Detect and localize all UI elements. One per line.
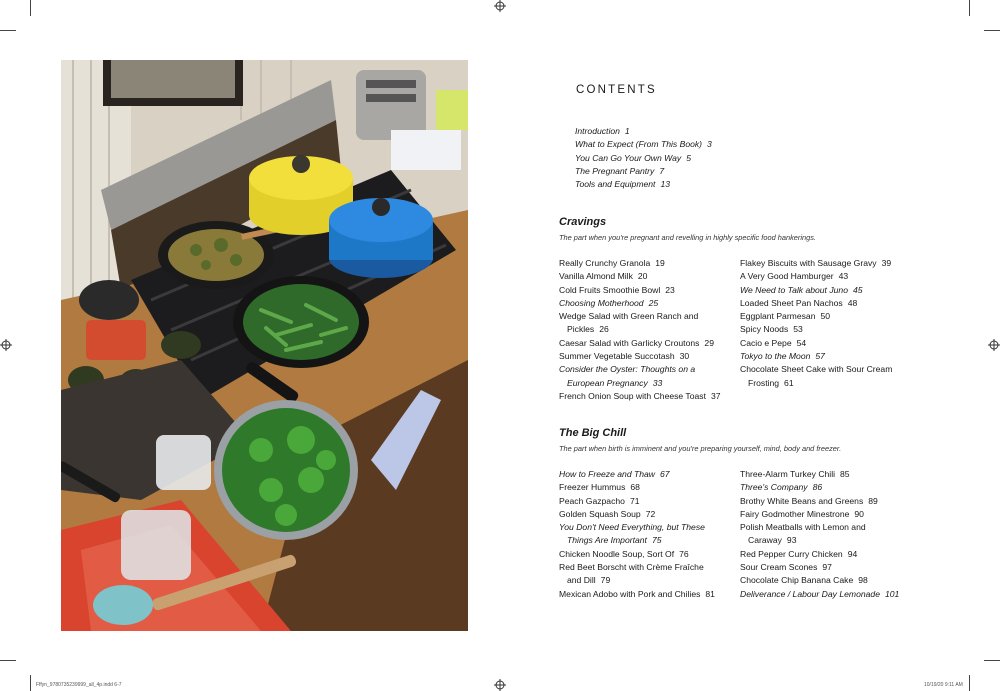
section-title-cravings: Cravings	[559, 216, 607, 228]
toc-entry-title: Brothy White Beans and Greens	[740, 495, 864, 506]
toc-entry-page: 61	[784, 377, 794, 388]
toc-entry-page: 57	[815, 351, 825, 362]
toc-entry-title: Three-Alarm Turkey Chili	[740, 469, 836, 479]
toc-entry-title: Mexican Adobo with Pork and Chilies	[559, 588, 701, 599]
toc-entry-page: 97	[822, 562, 832, 573]
toc-entry-title: We Need to Talk about Juno	[740, 284, 848, 295]
toc-entry-title: Consider the Oyster: Thoughts on a	[559, 364, 696, 375]
crop-mark	[984, 30, 1000, 31]
toc-entry	[740, 270, 892, 283]
toc-entry	[559, 363, 721, 390]
toc-entry	[559, 588, 715, 601]
toc-entry	[740, 561, 899, 574]
toc-entry-page: 81	[705, 588, 715, 599]
toc-entry-page: 7	[659, 165, 665, 176]
toc-entry-title: How to Freeze and Thaw	[559, 469, 656, 479]
toc-entry-title: Introduction	[575, 126, 620, 136]
contents-heading: CONTENTS	[576, 84, 657, 96]
toc-entry-page: 98	[858, 575, 868, 586]
toc-entry	[559, 521, 715, 548]
crop-mark	[969, 0, 970, 16]
toc-entry	[740, 468, 899, 481]
toc-entry-title: Three's Company	[740, 482, 808, 493]
toc-entry-page: 101	[884, 588, 900, 599]
toc-entry-title: Spicy Noods	[740, 324, 789, 335]
toc-entry-title-continued: Pickles 26	[567, 324, 609, 335]
toc-entry	[559, 481, 715, 494]
toc-entry-title: The Pregnant Pantry	[575, 165, 655, 176]
toc-entry-title: Choosing Motherhood	[559, 297, 644, 308]
toc-entry-title: Chocolate Chip Banana Cake	[740, 575, 854, 586]
toc-entry	[740, 257, 892, 270]
toc-entry	[740, 350, 892, 363]
toc-entry-page: 48	[847, 297, 858, 308]
slug-line-right: 10/19/20 9:11 AM	[924, 682, 963, 688]
toc-entry	[559, 310, 721, 337]
toc-entry-title: Cold Fruits Smoothie Bowl	[559, 284, 661, 295]
toc-entry-title: Loaded Sheet Pan Nachos	[740, 297, 843, 308]
crop-mark	[969, 675, 970, 691]
toc-entry-page: 30	[679, 351, 690, 362]
toc-entry-page: 13	[660, 179, 670, 190]
toc-entry-title: Cacio e Pepe	[740, 337, 792, 348]
toc-entry-page: 20	[637, 271, 648, 282]
toc-entry-title: French Onion Soup with Cheese Toast	[559, 390, 706, 401]
toc-entry	[740, 508, 899, 521]
toc-entry-title: What to Expect (From This Book)	[575, 139, 703, 150]
slug-line-left: Fffyn_9780735239999_all_4p.indd 6-7	[36, 682, 122, 688]
toc-entry	[559, 337, 721, 350]
toc-entry-page: 86	[812, 482, 823, 493]
toc-entry-page: 75	[651, 535, 662, 546]
toc-entry	[740, 481, 899, 494]
section-subtitle-big-chill: The part when birth is imminent and you're preparing yourself, mind, body and freezer.	[559, 444, 842, 453]
toc-entry-title: You Don't Need Everything, but These	[559, 522, 705, 533]
toc-entry-page: 53	[793, 324, 803, 335]
toc-entry-title: Polish Meatballs with Lemon and	[740, 522, 866, 533]
toc-entry-title-continued: and Dill 79	[567, 575, 611, 586]
toc-entry	[559, 495, 715, 508]
crop-mark	[30, 0, 31, 16]
toc-entry-title: Golden Squash Soup	[559, 508, 641, 519]
crop-mark	[0, 30, 16, 31]
toc-entry-page: 37	[710, 390, 721, 401]
toc-entry	[740, 495, 899, 508]
toc-entry-page: 39	[881, 258, 892, 268]
toc-entry-title: Tokyo to the Moon	[740, 351, 811, 362]
toc-entry-page: 94	[847, 548, 858, 559]
toc-entry-title: Wedge Salad with Green Ranch and	[559, 311, 699, 322]
crop-mark	[0, 660, 16, 661]
toc-entry-title: Caesar Salad with Garlicky Croutons	[559, 337, 700, 348]
toc-entry	[740, 310, 892, 323]
toc-entry	[740, 297, 892, 310]
toc-entry-title: A Very Good Hamburger	[740, 271, 834, 282]
toc-entry-title: Fairy Godmother Minestrone	[740, 508, 850, 519]
toc-entry-page: 25	[648, 297, 659, 308]
toc-entry	[559, 257, 721, 270]
toc-entry-title: Freezer Hummus	[559, 482, 626, 493]
toc-entry	[559, 390, 721, 403]
toc-entry-title: Summer Vegetable Succotash	[559, 351, 675, 362]
toc-entry	[559, 350, 721, 363]
toc-entry-title: Red Beet Borscht with Crème Fraîche	[559, 562, 704, 573]
toc-entry-page: 45	[852, 284, 863, 295]
section-subtitle-cravings: The part when you're pregnant and revelling in highly specific food hankerings.	[559, 233, 816, 242]
cravings-list-left	[559, 257, 721, 403]
toc-entry-page: 90	[854, 508, 864, 519]
toc-entry-page: 67	[660, 469, 670, 479]
toc-entry-page: 85	[840, 469, 850, 479]
toc-entry-page: 68	[630, 482, 640, 493]
toc-entry-title: Chicken Noodle Soup, Sort Of	[559, 548, 675, 559]
toc-entry-page: 19	[655, 258, 665, 268]
toc-entry-page: 3	[707, 139, 712, 150]
front-matter-list	[575, 125, 712, 191]
section-title-big-chill: The Big Chill	[559, 427, 627, 439]
toc-entry-title-continued: Frosting 61	[748, 377, 794, 388]
toc-entry-page: 54	[796, 337, 807, 348]
toc-entry-page: 50	[820, 311, 831, 322]
toc-entry-page: 26	[599, 324, 609, 335]
big-chill-list-right	[740, 468, 899, 601]
toc-entry	[740, 337, 892, 350]
toc-entry	[575, 178, 712, 191]
toc-entry-page: 23	[665, 284, 675, 295]
crop-mark	[30, 675, 31, 691]
toc-entry-page: 71	[629, 495, 640, 506]
toc-entry-title: Deliverance / Labour Day Lemonade	[740, 588, 880, 599]
toc-entry-page: 76	[679, 548, 689, 559]
toc-entry-page: 79	[600, 575, 611, 586]
kitchen-stovetop-photo	[61, 60, 468, 631]
toc-entry-title: You Can Go Your Own Way	[575, 152, 682, 163]
toc-entry-page: 93	[786, 535, 797, 546]
toc-entry	[559, 284, 721, 297]
toc-entry	[559, 468, 715, 481]
toc-entry-page: 33	[652, 377, 663, 388]
toc-entry-page: 5	[686, 152, 691, 163]
toc-entry-title: Red Pepper Curry Chicken	[740, 548, 843, 559]
toc-entry	[740, 548, 899, 561]
toc-entry-title: Peach Gazpacho	[559, 495, 625, 506]
toc-entry-page: 89	[868, 495, 878, 506]
toc-entry	[740, 323, 892, 336]
toc-entry-title-continued: Things Are Important 75	[567, 535, 662, 546]
toc-entry	[740, 284, 892, 297]
toc-entry-title: Flakey Biscuits with Sausage Gravy	[740, 258, 877, 268]
toc-entry-title: Vanilla Almond Milk	[559, 271, 633, 282]
crop-mark	[984, 660, 1000, 661]
toc-entry	[575, 138, 712, 151]
toc-entry-title-continued: European Pregnancy 33	[567, 377, 663, 388]
toc-entry	[740, 588, 899, 601]
toc-entry	[575, 125, 712, 138]
toc-entry-title: Eggplant Parmesan	[740, 311, 816, 322]
toc-entry-title: Really Crunchy Granola	[559, 258, 651, 268]
toc-entry	[559, 270, 721, 283]
registration-mark-icon	[988, 339, 1000, 351]
toc-entry	[559, 297, 721, 310]
toc-entry-page: 72	[645, 508, 656, 519]
toc-entry-page: 43	[838, 271, 849, 282]
toc-entry-page: 1	[624, 126, 630, 136]
toc-entry-title-continued: Caraway 93	[748, 535, 797, 546]
toc-entry	[559, 561, 715, 588]
big-chill-list-left	[559, 468, 715, 601]
toc-entry-title: Chocolate Sheet Cake with Sour Cream	[740, 364, 893, 375]
toc-entry	[740, 363, 892, 390]
toc-entry	[559, 508, 715, 521]
cravings-list-right	[740, 257, 892, 390]
toc-entry-page: 29	[704, 337, 714, 348]
registration-mark-icon	[494, 0, 506, 12]
registration-mark-icon	[494, 679, 506, 691]
toc-entry	[740, 521, 899, 548]
toc-entry-title: Tools and Equipment	[575, 179, 656, 190]
toc-entry	[740, 574, 899, 587]
toc-entry-title: Sour Cream Scones	[740, 562, 818, 573]
toc-entry	[575, 152, 712, 165]
toc-entry	[575, 165, 712, 178]
toc-entry	[559, 548, 715, 561]
registration-mark-icon	[0, 339, 12, 351]
